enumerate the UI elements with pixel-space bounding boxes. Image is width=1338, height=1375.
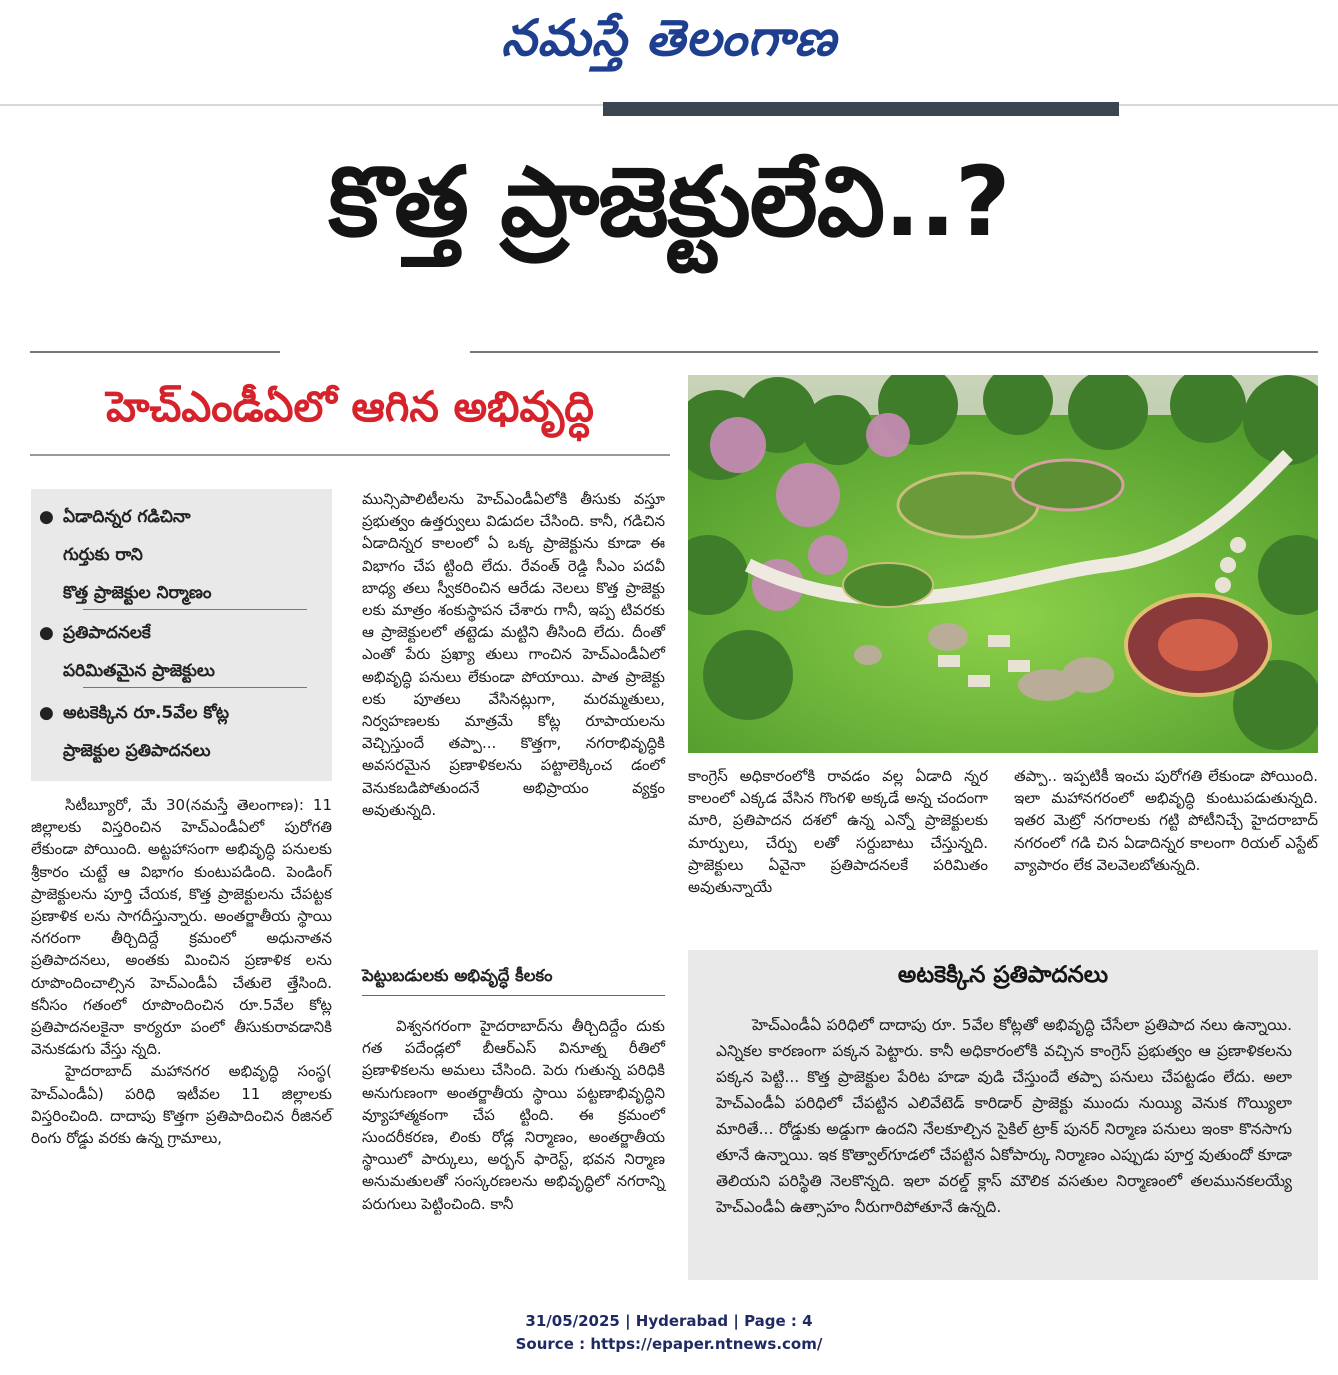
subheadline-rule	[30, 454, 670, 456]
column4-paragraph-1: తప్పా.. ఇప్పటికీ ఇంచు పురోగతి లేకుండా పోయింది. ఇలా మహానగరంలో అభివృద్ధి కుంటుపడుతున్నది. ఇతర మెట్రో నగరాలకు గట్టి పోటీనిచ్చే హైదరాబాద్ నగరంలో గడి చిన ఏడాదిన్నర కాలంగా రియల్ ఎస్టేట్ వ్యాపారం లేక వెలవెలబోతున్నది.	[1014, 767, 1318, 874]
bullet-dot-icon: ●	[39, 507, 54, 527]
column2-subheading: పెట్టుబడులకు అభివృద్ధే కీలకం	[362, 966, 665, 996]
summary-bullets-box	[31, 489, 332, 781]
footer-source-line: Source : https://epaper.ntnews.com/	[515, 1335, 823, 1353]
sidebar-box-paragraph: హెచ్‌ఎండీఏ పరిధిలో దాదాపు రూ. 5వేల కోట్లతో అభివృద్ధి చేసేలా ప్రతిపాద నలు ఉన్నాయి. ఎన్నికల కారణంగా పక్కన పెట్టారు. కానీ అధికారంలోకి వచ్చిన కాంగ్రెస్ ప్రభుత్వం ఆ ప్రణాళికలను పక్కన పెట్టి... కొత్త ప్రాజెక్టుల పేరిట హడా వుడి చేస్తుందే తప్పా పనులు చేపట్టడం లేదు. అలా హెచ్‌ఎండీఏ పరిధిలో చేపట్టిన ఎలివేటెడ్ కారిడార్ ప్రాజెక్టు ముందు నుయ్యి వెనుక గొయ్యిలా మారితే... రోడ్డుకు అడ్డుగా ఉందని నేలకూల్చిన సైకిల్ ట్రాక్ పునర్ నిర్మాణ పనులు ఇంకా కొనసాగు తూనే ఉన్నాయి. ఇక కొత్వాల్‌గూడలో చేపట్టిన ఏకోపార్కు నిర్మాణం ఎప్పుడు పూర్త వుతుందో కూడా తెలియని పరిస్థితి నెలకొన్నది. ఇలా వరల్డ్ క్లాస్ మౌలిక వసతుల నిర్మాణంలో తలమునకలయ్యే హెచ్‌ఎండీఏ ఉత్సాహం నీరుగారిపోతూనే ఉన్నది.	[716, 1016, 1292, 1216]
bullet-dot-icon: ●	[39, 703, 54, 723]
article-column-4	[1014, 765, 1318, 876]
park-photo-illustration	[688, 375, 1318, 753]
bullet-2-line-1: ● ప్రతిపాదనలకే	[39, 623, 151, 643]
headline-rule-right	[470, 351, 1318, 353]
footer-date-line: 31/05/2025 | Hyderabad | Page : 4	[525, 1312, 813, 1330]
headline: కొత్త ప్రాజెక్టులేవి..?	[328, 146, 1010, 258]
page-footer	[0, 1310, 1338, 1356]
article-column-3	[688, 765, 988, 898]
column1-paragraph-1: సిటీబ్యూరో, మే 30(నమస్తే తెలంగాణ): 11 జిల్లాలకు విస్తరించిన హెచ్‌ఎండీఏలో పురోగతి లేకుండా పోయింది. అట్టహాసంగా అభివృద్ధి పనులకు శ్రీకారం చుట్టే ఆ విభాగం కుంటుపడింది. పెండింగ్ ప్రాజెక్టులను పూర్తి చేయక, కొత్త ప్రాజెక్టులను చేపట్టక ప్రణాళిక లను సాగదీస్తున్నారు. అంతర్జాతీయ స్థాయి నగరంగా తీర్చిదిద్దే క్రమంలో అధునాతన ప్రతిపాదనలు, అంతకు మించిన ప్రణాళిక లను రూపొందించాల్సిన హెచ్‌ఎండీఏ చేతులె త్తేసింది. కనీసం గతంలో రూపొందించిన రూ.5వేల కోట్ల ప్రతిపాదనలకైనా కార్యరూ పంలో తీసుకురావడానికి వెనుకడుగు వేస్తు న్నది.	[31, 796, 332, 1059]
headline-rule-left	[30, 351, 280, 353]
bullet-2-line-2: పరిమితమైన ప్రాజెక్టులు	[63, 661, 215, 681]
article-column-1	[31, 794, 332, 1149]
sidebar-box-text	[716, 1012, 1292, 1220]
article-column-2	[362, 488, 665, 821]
bullet-3-line-1: ● అటకెక్కిన రూ.5వేల కోట్ల	[39, 703, 230, 723]
masthead-logo: నమస్తే తెలంగాణ	[501, 8, 837, 67]
column2-paragraph-2: విశ్వనగరంగా హైదరాబాద్‌ను తీర్చిదిద్దేం దుకు గత పదేండ్లలో బీఆర్ఎస్ వినూత్న రీతిలో ప్రణాళికలను అమలు చేసింది. పెరు గుతున్న పరిధికి అనుగుణంగా అంతర్జాతీయ స్థాయి పట్టణాభివృద్ధిని వ్యూహాత్మకంగా చేప ట్టింది. ఈ క్రమంలో సుందరీకరణ, లింకు రోడ్ల నిర్మాణం, అంతర్జాతీయ స్థాయిలో పార్కులు, అర్బన్ ఫారెస్ట్, భవన నిర్మాణ అనుమతులతో సంస్కరణలను అభివృద్ధిలో నగరాన్ని పరుగులు పెట్టించింది. కానీ	[362, 1017, 665, 1213]
bullet-1-line-1: ● ఏడాదిన్నర గడిచినా	[39, 507, 191, 527]
column3-paragraph-1: కాంగ్రెస్ అధికారంలోకి రావడం వల్ల ఏడాది న్నర కాలంలో ఎక్కడ వేసిన గొంగళి అక్కడే అన్న చందంగా మారి, ప్రతిపాదన దశలో ఉన్న ఎన్నో ప్రాజెక్టులకు మార్పులు, చేర్పు లతో సర్దుబాటు చేస్తున్నది. ప్రాజెక్టులు ఏవైనా ప్రతిపాదనలకే పరిమితం అవుతున్నాయే	[688, 767, 988, 897]
bullet-divider	[83, 687, 307, 688]
bullet-1-line-2: గుర్తుకు రాని	[63, 545, 143, 565]
column1-paragraph-2: హైదరాబాద్ మహానగర అభివృద్ధి సంస్థ( హెచ్‌ఎండీఏ) పరిధి ఇటీవల 11 జిల్లాలకు విస్తరించింది. దాదాపు కొత్తగా ప్రతిపాదించిన రీజినల్ రింగు రోడ్డు వరకు ఉన్న గ్రామాలు,	[31, 1062, 332, 1148]
sidebar-box	[688, 950, 1318, 1280]
column2-paragraph-1: మున్సిపాలిటీలను హెచ్‌ఎండీఏలోకి తీసుకు వస్తూ ప్రభుత్వం ఉత్తర్వులు విడుదల చేసింది. కానీ, గడిచిన ఏడాదిన్నర కాలంలో ఏ ఒక్క ప్రాజెక్టును కూడా ఈ విభాగం చేప ట్టింది లేదు. రేవంత్ రెడ్డి సీఎం పదవీ బాధ్య తలు స్వీకరించిన ఆరేడు నెలలు కొత్త ప్రాజెక్టు లకు మాత్రం శంకుస్థాపన చేశారు గానీ, ఇప్ప టివరకు ఆ ప్రాజెక్టులలో తట్టెడు మట్టిని తీసింది లేదు. దీంతో ఎంతో పేరు ప్రఖ్యా తులు గాంచిన హెచ్‌ఎండీఏలో అభివృద్ధి పనులు లేకుండా పోయాయి. పాత ప్రాజెక్టు లకు పూతలు వేసినట్లుగా, మరమ్మతులు, నిర్వహణలకు మాత్రమే కోట్ల రూపాయలను వెచ్చిస్తుందే తప్పా... కొత్తగా, నగరాభివృద్ధికి అవసరమైన ప్రణాళికలను పట్టాలెక్కించ డంలో వెనుకబడిపోతుందనే అభిప్రాయం వ్యక్తం అవుతున్నది.	[362, 490, 665, 819]
sidebar-box-title: అటకెక్కిన ప్రతిపాదనలు	[897, 962, 1109, 988]
bullet-1-line-3: కొత్త ప్రాజెక్టుల నిర్మాణం	[63, 583, 212, 603]
park-aerial-photo	[688, 375, 1318, 753]
bullet-dot-icon: ●	[39, 623, 54, 643]
subheadline: హెచ్‌ఎండీఏలో ఆగిన అభివృద్ధి	[106, 382, 594, 431]
masthead-accent-bar	[603, 102, 1119, 116]
article-column-2-continued	[362, 1015, 665, 1215]
bullet-divider	[83, 609, 307, 610]
bullet-3-line-2: ప్రాజెక్టుల ప్రతిపాదనలు	[63, 741, 211, 761]
